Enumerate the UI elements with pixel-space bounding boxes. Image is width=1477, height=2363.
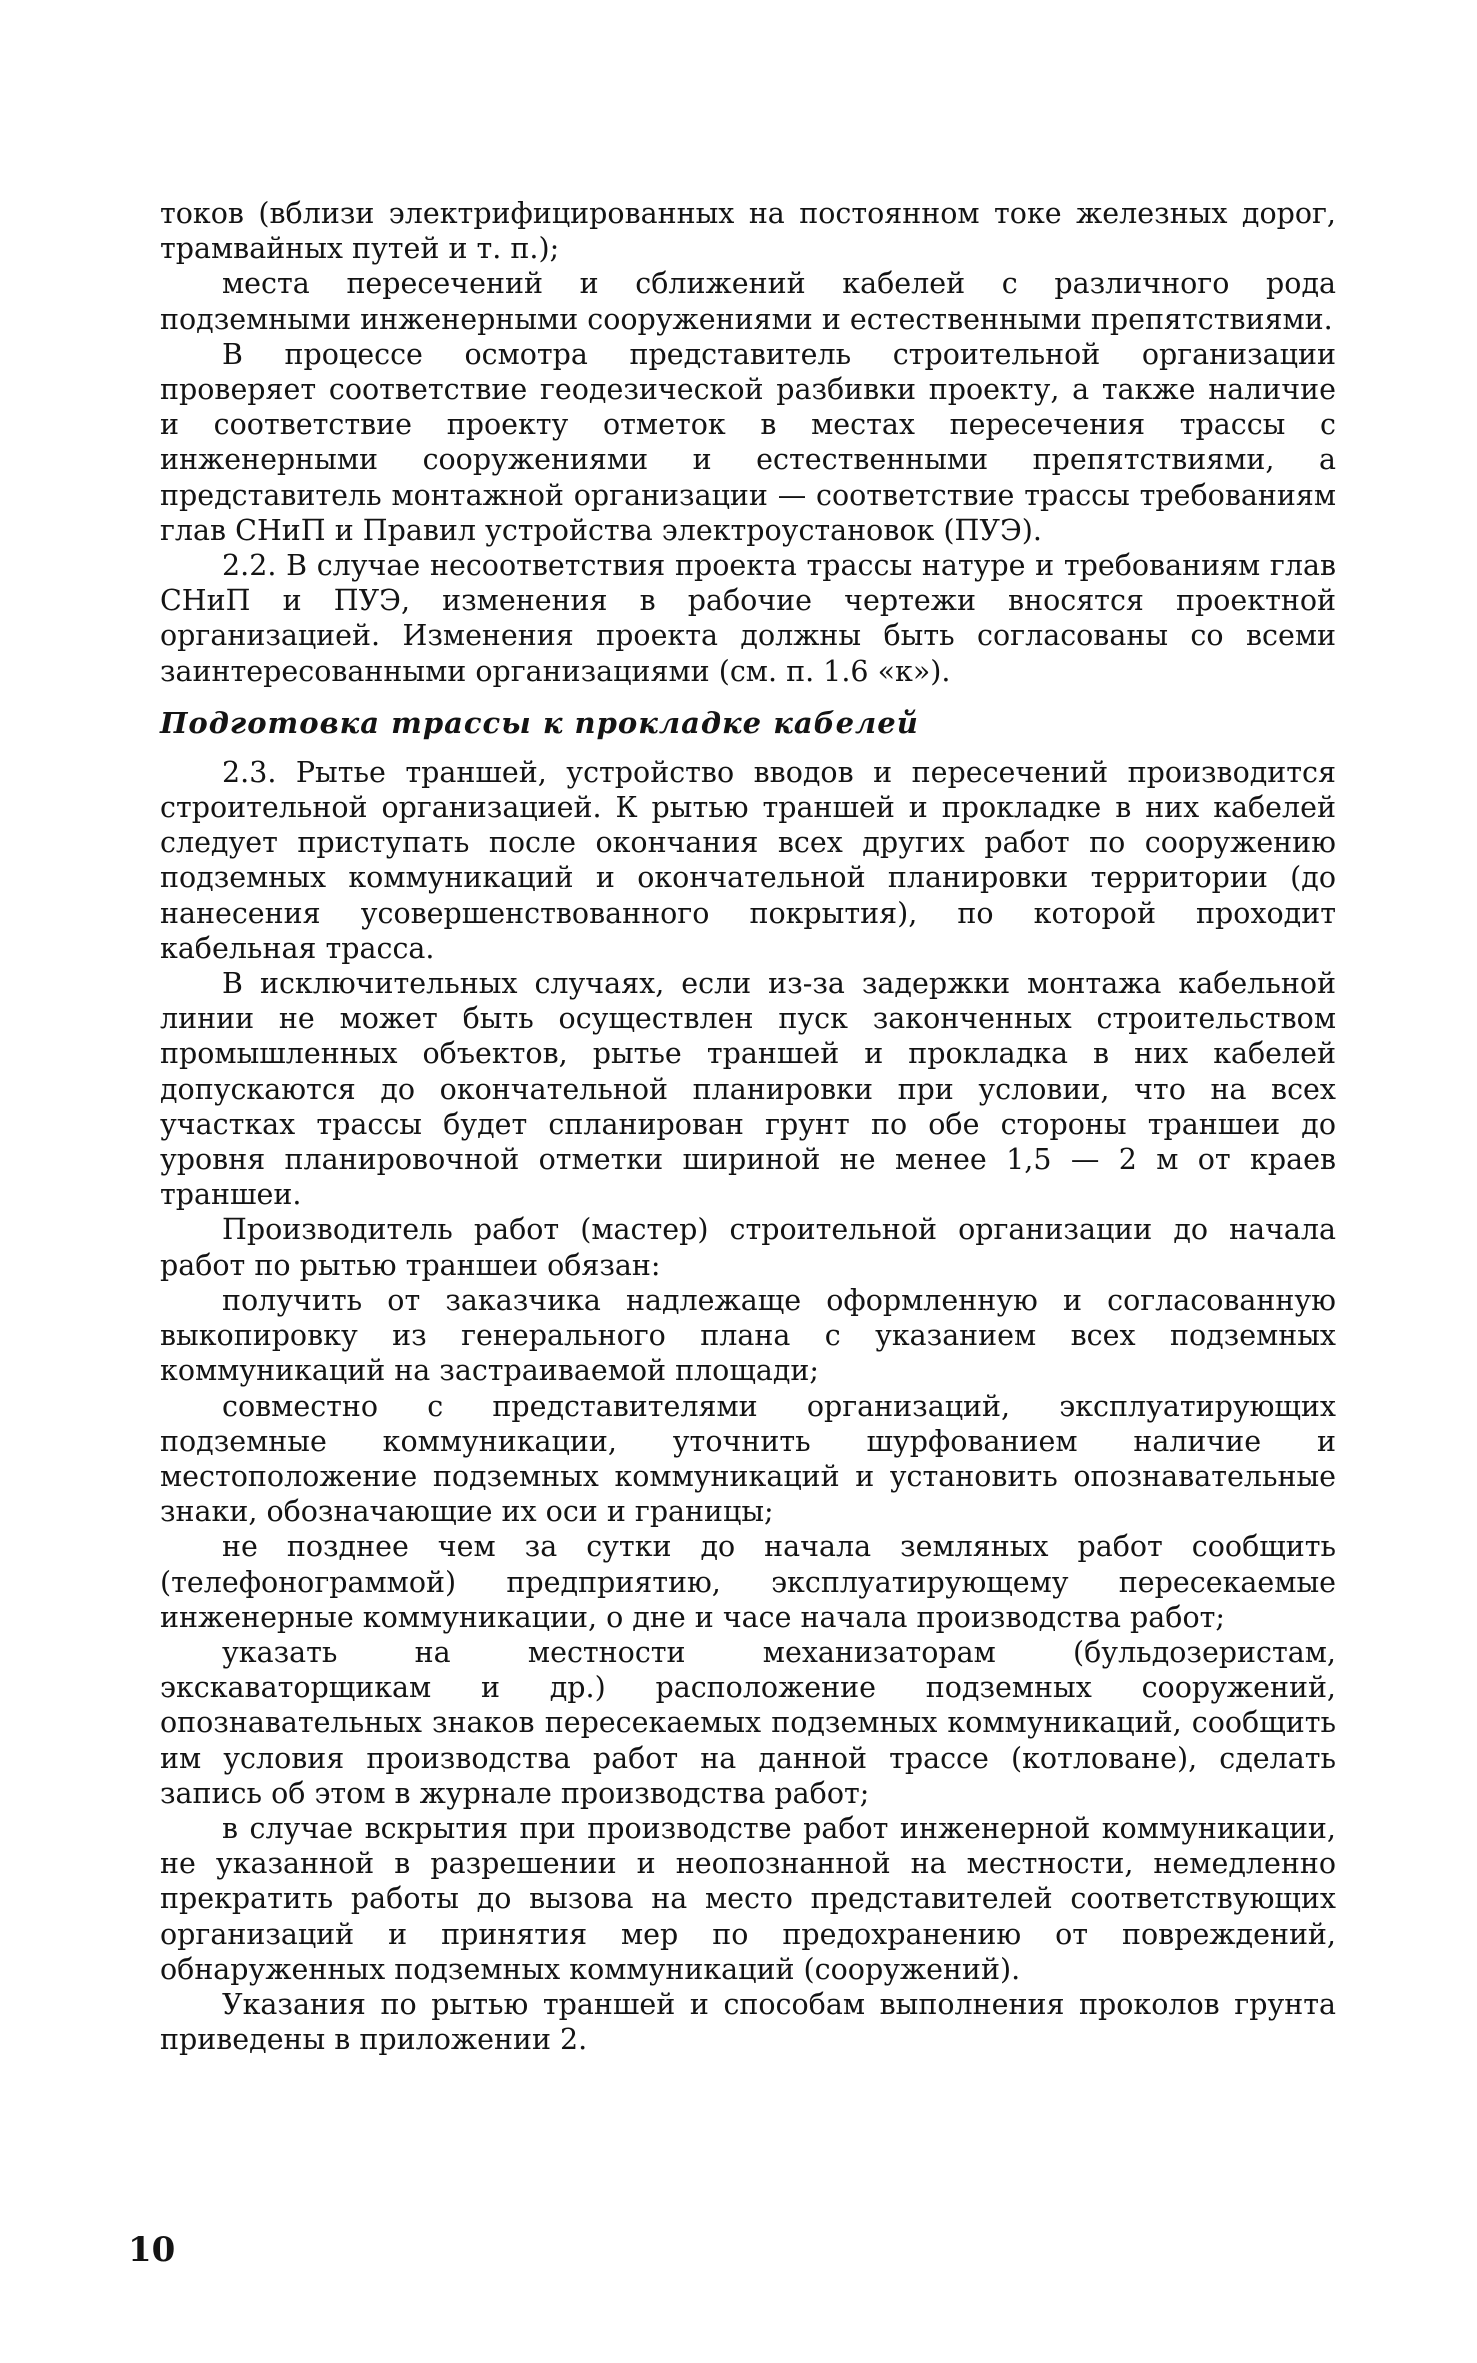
paragraph-2-2: 2.2. В случае несоответствия проекта трассы натуре и требованиям глав СНиП и ПУЭ, изменения в рабочие чертежи вносятся проектной организацией. Изменения проекта должны быть согласованы со всеми заинтересованными организациями (см. п. 1.6 «к»).: [160, 549, 1336, 688]
paragraph-crossings: места пересечений и сближений кабелей с различного рода подземными инженерными сооружениями и естественными препятствиями.: [160, 267, 1336, 336]
section-heading: Подготовка трассы к прокладке кабелей: [160, 705, 919, 740]
paragraph-foreman-duties: Производитель работ (мастер) строительной организации до начала работ по рытью траншеи обязан:: [160, 1213, 1336, 1282]
list-item-clarify-utilities: совместно с представителями организаций, эксплуатирующих подземные коммуникации, уточнить шурфованием наличие и местоположение подземных коммуникаций и установить опознавательные знаки, обозначающие их оси и границы;: [160, 1389, 1336, 1529]
paragraph-continuation: токов (вблизи электрифицированных на постоянном токе железных дорог, трамвайных путей и т. п.);: [160, 197, 1336, 266]
list-item-notify: не позднее чем за сутки до начала земляных работ сообщить (телефонограммой) предприятию, эксплуатирующему пересекаемые инженерные коммуникации, о дне и часе начала производства работ;: [160, 1530, 1336, 1634]
body-text: [160, 196, 1336, 2057]
list-item-stop-work: в случае вскрытия при производстве работ инженерной коммуникации, не указанной в разрешении и неопознанной на местности, немедленно прекратить работы до вызова на место представителей соответствующих организаций и принятия мер по предохранению от повреждений, обнаруженных подземных коммуникаций (сооружений).: [160, 1811, 1336, 1986]
list-item-indicate-location: указать на местности механизаторам (бульдозеристам, экскаваторщикам и др.) расположение подземных сооружений, опознавательных знаков пересекаемых подземных коммуникаций, сообщить им условия производства работ на данной трассе (котловане), сделать запись об этом в журнале производства работ;: [160, 1635, 1336, 1810]
list-item-obtain-plan: получить от заказчика надлежаще оформленную и согласованную выкопировку из генерального плана с указанием всех подземных коммуникаций на застраиваемой площади;: [160, 1283, 1336, 1388]
paragraph-2-3: 2.3. Рытье траншей, устройство вводов и пересечений производится строительной организацией. К рытью траншей и прокладке в них кабелей следует приступать после окончания всех других работ по сооружению подземных коммуникаций и окончательной планировки территории (до нанесения усовершенствованного покрытия), по которой проходит кабельная трасса.: [160, 755, 1336, 965]
paragraph-exceptional-cases: В исключительных случаях, если из-за задержки монтажа кабельной линии не может быть осуществлен пуск законченных строительством промышленных объектов, рытье траншей и прокладка в них кабелей допускаются до окончательной планировки при условии, что на всех участках трассы будет спланирован грунт по обе стороны траншеи до уровня планировочной отметки шириной не менее 1,5 — 2 м от краев траншеи.: [160, 967, 1336, 1212]
page-number: 10: [128, 2230, 176, 2270]
paragraph-inspection: В процессе осмотра представитель строительной организации проверяет соответствие геодезической разбивки проекту, а также наличие и соответствие проекту отметок в местах пересечения трассы с инженерными сооружениями и естественными препятствиями, а представитель монтажной организации — соответствие трассы требованиям глав СНиП и Правил устройства электроустановок (ПУЭ).: [160, 337, 1336, 547]
paragraph-appendix-reference: Указания по рытью траншей и способам выполнения проколов грунта приведены в приложении 2.: [160, 1987, 1336, 2057]
